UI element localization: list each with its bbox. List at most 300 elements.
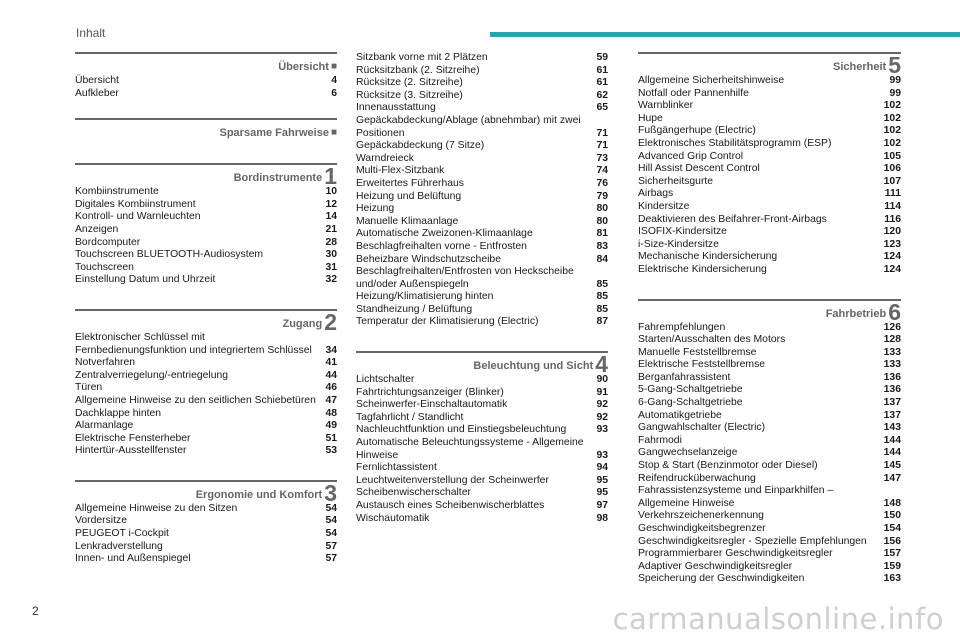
- toc-entry[interactable]: [638, 372, 901, 385]
- toc-entry-page: 94: [596, 462, 608, 474]
- toc-entry-page: 136: [883, 384, 901, 396]
- toc-entry[interactable]: [75, 395, 337, 408]
- toc-entry-page: 98: [596, 512, 608, 524]
- toc-entry-page: 85: [596, 303, 608, 315]
- toc-entry-page: 61: [596, 77, 608, 89]
- toc-entry[interactable]: [75, 274, 337, 287]
- toc-section: [75, 118, 337, 141]
- toc-entry[interactable]: [638, 214, 901, 227]
- toc-entry-text: Warndreieck: [356, 152, 414, 164]
- toc-entry[interactable]: [638, 384, 901, 397]
- toc-entry-page: 12: [325, 198, 337, 210]
- toc-entry-page: 107: [883, 175, 901, 187]
- toc-entry-page: 73: [596, 152, 608, 164]
- toc-entry[interactable]: [638, 188, 901, 201]
- toc-entry-text: Elektronischer Schlüssel mit Fernbedienungsfunktion und integriertem Schlüssel: [75, 331, 312, 356]
- toc-entry-text: Sicherheitsgurte: [638, 175, 714, 187]
- toc-entry[interactable]: [356, 140, 608, 153]
- toc-entry-text: Multi-Flex-Sitzbank: [356, 165, 445, 177]
- toc-entry[interactable]: [75, 262, 337, 275]
- toc-entry-page: 133: [883, 359, 901, 371]
- toc-entry[interactable]: [75, 332, 337, 357]
- toc-entry-page: 51: [325, 432, 337, 444]
- toc-entry[interactable]: [638, 410, 901, 423]
- toc-entry[interactable]: [356, 304, 608, 317]
- toc-entry-text: Übersicht: [75, 75, 119, 86]
- toc-entry-text: Fahrtrichtungsanzeiger (Blinker): [356, 386, 504, 398]
- watermark: carmanualsonline.info: [612, 602, 944, 636]
- toc-section: [638, 52, 901, 277]
- toc-entry[interactable]: [638, 176, 901, 189]
- toc-entry-page: 156: [883, 535, 901, 547]
- toc-entry-text: PEUGEOT i-Cockpit: [75, 528, 169, 540]
- toc-entry-page: 71: [596, 127, 608, 139]
- toc-entry-page: 54: [325, 502, 337, 514]
- toc-entry-page: 57: [325, 540, 337, 552]
- toc-entry[interactable]: [638, 347, 901, 360]
- toc-entry[interactable]: [638, 201, 901, 214]
- toc-entry-page: 157: [883, 548, 901, 560]
- toc-entry-page: 48: [325, 407, 337, 419]
- toc-entry[interactable]: [75, 553, 337, 566]
- toc-entry-page: 57: [325, 553, 337, 565]
- toc-entry[interactable]: [356, 191, 608, 204]
- toc-entry-text: Mechanische Kindersicherung: [638, 251, 778, 263]
- toc-entry-page: 120: [883, 226, 901, 238]
- toc-entry[interactable]: [638, 75, 901, 88]
- toc-entry-text: Automatikgetriebe: [638, 409, 722, 421]
- toc-entry-text: ISOFIX-Kindersitze: [638, 226, 727, 238]
- toc-entry[interactable]: [638, 573, 901, 586]
- toc-column-3: [638, 52, 901, 586]
- toc-entry-page: 54: [325, 515, 337, 527]
- toc-entry-text: Elektrische Feststellbremse: [638, 359, 766, 371]
- toc-column-2: [356, 52, 608, 525]
- toc-entry-page: 6: [331, 87, 337, 99]
- toc-entry-text: Kontroll- und Warnleuchten: [75, 211, 201, 223]
- toc-entry-text: Fußgängerhupe (Electric): [638, 125, 756, 137]
- toc-entry[interactable]: [75, 528, 337, 541]
- toc-entry-text: Standheizung / Belüftung: [356, 303, 473, 315]
- toc-entry-page: 65: [596, 102, 608, 114]
- toc-entry-text: Bordcomputer: [75, 236, 141, 248]
- toc-entry-text: Deaktivieren des Beifahrer-Front-Airbags: [638, 213, 827, 225]
- section-heading: [75, 163, 337, 190]
- toc-entry-page: 114: [884, 200, 901, 212]
- toc-entry-page: 159: [883, 560, 901, 572]
- toc-entry-text: Wischautomatik: [356, 512, 430, 524]
- section-number: 2: [324, 308, 337, 335]
- toc-entry-text: Kombiinstrumente: [75, 186, 159, 198]
- toc-entry[interactable]: [356, 115, 608, 140]
- toc-entry-page: 85: [596, 291, 608, 303]
- toc-entry-page: 93: [596, 449, 608, 461]
- toc-entry[interactable]: [638, 251, 901, 264]
- toc-entry[interactable]: [638, 322, 901, 335]
- toc-entry-page: 28: [325, 236, 337, 248]
- toc-entry-page: 14: [325, 211, 337, 223]
- toc-entry-page: 144: [883, 434, 901, 446]
- toc-entry-page: 87: [596, 316, 608, 328]
- toc-entry-text: Adaptiver Geschwindigkeitsregler: [638, 560, 793, 572]
- toc-entry-text: Hill Assist Descent Control: [638, 163, 760, 175]
- toc-entry-text: Alarmanlage: [75, 420, 134, 432]
- toc-section: [75, 480, 337, 566]
- toc-entry-page: 124: [883, 251, 901, 263]
- toc-entry-text: Aufkleber: [75, 87, 119, 99]
- toc-entry-page: 147: [883, 472, 901, 484]
- toc-entry[interactable]: [75, 237, 337, 250]
- toc-entry-text: Beschlagfreihalten vorne - Entfrosten: [356, 240, 527, 252]
- header-accent-bar: [490, 32, 960, 37]
- toc-entry-text: Reifendrucküberwachung: [638, 472, 756, 484]
- toc-entry[interactable]: [356, 513, 608, 526]
- toc-entry-page: 54: [325, 528, 337, 540]
- toc-entry-text: Notverfahren: [75, 357, 136, 369]
- toc-entry-text: Hupe: [638, 112, 663, 124]
- toc-entry-text: Heizung: [356, 203, 395, 215]
- toc-entry-text: Innenausstattung: [356, 102, 436, 114]
- toc-entry-text: Verkehrszeichenerkennung: [638, 510, 764, 522]
- toc-entry-page: 150: [883, 510, 901, 522]
- toc-entry[interactable]: [356, 291, 608, 304]
- toc-entry-text: Scheinwerfer-Einschaltautomatik: [356, 399, 508, 411]
- toc-entry[interactable]: [356, 90, 608, 103]
- section-title: Sparsame Fahrweise: [219, 127, 329, 140]
- toc-entry-page: 102: [883, 125, 901, 137]
- toc-entry[interactable]: [638, 163, 901, 176]
- toc-entry[interactable]: [638, 536, 901, 549]
- toc-entry[interactable]: [75, 186, 337, 199]
- toc-entry-text: Geschwindigkeitsregler - Spezielle Empfehlungen: [638, 535, 867, 547]
- toc-entry[interactable]: [638, 422, 901, 435]
- section-marker-icon: ■: [330, 61, 337, 72]
- toc-entry-text: Erweitertes Führerhaus: [356, 177, 464, 189]
- page-number: 2: [32, 604, 39, 618]
- toc-entry-page: 102: [883, 112, 901, 124]
- toc-entry-page: 10: [325, 186, 337, 198]
- toc-section: [75, 52, 337, 100]
- toc-entry[interactable]: [638, 359, 901, 372]
- toc-entry[interactable]: [356, 487, 608, 500]
- toc-entry-text: Leuchtweitenverstellung der Scheinwerfer: [356, 474, 549, 486]
- section-number: 6: [888, 298, 901, 325]
- toc-entry-page: 53: [325, 445, 337, 457]
- toc-entry[interactable]: [356, 254, 608, 267]
- section-number: 5: [888, 52, 901, 78]
- toc-section: [356, 52, 608, 329]
- toc-entry[interactable]: [638, 239, 901, 252]
- toc-entry-text: Tagfahrlicht / Standlicht: [356, 411, 464, 423]
- toc-entry-text: Speicherung der Geschwindigkeiten: [638, 573, 805, 585]
- toc-entry-text: 5-Gang-Schaltgetriebe: [638, 384, 743, 396]
- toc-entry-page: 144: [883, 447, 901, 459]
- toc-section: [75, 309, 337, 458]
- toc-entry-page: 99: [889, 75, 901, 86]
- toc-entry-text: Austausch eines Scheibenwischerblattes: [356, 500, 545, 511]
- toc-entry-text: Temperatur der Klimatisierung (Electric): [356, 316, 539, 328]
- toc-entry[interactable]: [75, 249, 337, 262]
- toc-entry[interactable]: [75, 541, 337, 554]
- toc-entry[interactable]: [356, 203, 608, 216]
- toc-entry-page: 91: [596, 386, 608, 398]
- section-heading: [75, 118, 337, 141]
- toc-entry-text: 6-Gang-Schaltgetriebe: [638, 397, 743, 409]
- toc-entry-page: 137: [883, 397, 901, 409]
- toc-entry-text: Allgemeine Hinweise zu den Sitzen: [75, 502, 238, 514]
- toc-entry-text: Scheibenwischerschalter: [356, 487, 471, 499]
- toc-entry[interactable]: [356, 241, 608, 254]
- section-heading: [75, 308, 337, 335]
- toc-entry[interactable]: [356, 437, 608, 462]
- toc-entry-text: Geschwindigkeitsbegrenzer: [638, 523, 766, 534]
- toc-entry-text: Heizung und Belüftung: [356, 190, 462, 202]
- toc-entry[interactable]: [356, 165, 608, 178]
- toc-entry-page: 124: [883, 263, 901, 275]
- toc-entry[interactable]: [356, 178, 608, 191]
- section-heading: [638, 298, 901, 325]
- toc-entry[interactable]: [356, 399, 608, 412]
- toc-entry-page: 49: [325, 420, 337, 432]
- toc-entry-text: Gangwechselanzeige: [638, 447, 738, 459]
- toc-entry[interactable]: [75, 503, 337, 516]
- toc-entry[interactable]: [638, 435, 901, 448]
- toc-entry[interactable]: [356, 77, 608, 90]
- toc-entry-page: 102: [883, 137, 901, 149]
- toc-section: [356, 351, 608, 525]
- toc-entry-text: Sitzbank vorne mit 2 Plätzen: [356, 52, 488, 63]
- toc-entry[interactable]: [356, 216, 608, 229]
- header-title: Inhalt: [76, 26, 106, 40]
- toc-entry-page: 76: [596, 177, 608, 189]
- toc-entry-page: 21: [325, 223, 337, 235]
- toc-entry[interactable]: [356, 475, 608, 488]
- toc-entry-text: Allgemeine Hinweise zu den seitlichen Schiebetüren: [75, 394, 316, 406]
- toc-entry-page: 80: [596, 215, 608, 227]
- toc-entry-page: 148: [883, 497, 901, 509]
- toc-entry-text: Beheizbare Windschutzscheibe: [356, 253, 501, 265]
- toc-entry-text: Berganfahrassistent: [638, 371, 731, 383]
- toc-entry-page: 143: [883, 422, 901, 434]
- toc-entry[interactable]: [75, 382, 337, 395]
- toc-entry-page: 154: [883, 523, 901, 534]
- toc-entry-text: Manuelle Feststellbremse: [638, 346, 757, 358]
- section-title: Bordinstrumente: [233, 172, 323, 185]
- toc-entry[interactable]: [356, 228, 608, 241]
- toc-entry[interactable]: [75, 515, 337, 528]
- toc-entry-page: 83: [596, 240, 608, 252]
- toc-entry-text: Elektrische Fensterheber: [75, 432, 191, 444]
- toc-entry-page: 133: [883, 346, 901, 358]
- toc-entry-page: 99: [889, 87, 901, 99]
- toc-entry-page: 90: [596, 374, 608, 386]
- toc-entry[interactable]: [638, 561, 901, 574]
- toc-entry-page: 74: [596, 165, 608, 177]
- toc-entry-text: Programmierbarer Geschwindigkeitsregler: [638, 548, 833, 560]
- toc-entry-page: 84: [596, 253, 608, 265]
- toc-entry-text: Fahrmodi: [638, 434, 682, 446]
- toc-entry-text: Dachklappe hinten: [75, 407, 162, 419]
- toc-entry[interactable]: [75, 75, 337, 88]
- toc-entry[interactable]: [638, 125, 901, 138]
- toc-entry-page: 31: [325, 261, 337, 273]
- toc-entry-text: Allgemeine Sicherheitshinweise: [638, 75, 785, 86]
- toc-entry-text: Rücksitze (2. Sitzreihe): [356, 77, 463, 89]
- toc-entry[interactable]: [75, 445, 337, 458]
- toc-entry-page: 102: [883, 100, 901, 112]
- toc-entry[interactable]: [356, 374, 608, 387]
- toc-entry[interactable]: [75, 433, 337, 446]
- toc-entry-page: 85: [596, 278, 608, 290]
- toc-entry-page: 93: [596, 424, 608, 436]
- toc-entry[interactable]: [638, 473, 901, 486]
- toc-entry-text: Manuelle Klimaanlage: [356, 215, 459, 227]
- toc-entry-page: 105: [883, 150, 901, 162]
- toc-entry-page: 106: [883, 163, 901, 175]
- toc-entry-text: Gepäckabdeckung/Ablage (abnehmbar) mit zwei Positionen: [356, 114, 581, 139]
- toc-entry-text: Kindersitze: [638, 200, 690, 212]
- toc-entry-page: 79: [596, 190, 608, 202]
- section-heading: [638, 52, 901, 78]
- toc-entry-text: Fahrassistenzsysteme und Einparkhilfen – Allgemeine Hinweise: [638, 485, 834, 509]
- toc-entry-page: 61: [596, 64, 608, 76]
- toc-entry[interactable]: [356, 65, 608, 78]
- toc-entry[interactable]: [356, 52, 608, 65]
- toc-entry-page: 145: [883, 460, 901, 472]
- toc-entry[interactable]: [638, 334, 901, 347]
- toc-entry-text: Automatische Zweizonen-Klimaanlage: [356, 228, 533, 240]
- toc-entry-text: Zentralverriegelung/-entriegelung: [75, 369, 229, 381]
- toc-entry-text: Advanced Grip Control: [638, 150, 744, 162]
- toc-entry[interactable]: [356, 102, 608, 115]
- toc-entry-text: Automatische Beleuchtungssysteme - Allgemeine Hinweise: [356, 437, 584, 461]
- toc-entry-text: Heizung/Klimatisierung hinten: [356, 291, 494, 303]
- toc-entry-text: Fahrempfehlungen: [638, 321, 726, 333]
- toc-entry-page: 116: [884, 213, 901, 225]
- section-title: Übersicht: [278, 61, 329, 73]
- toc-entry-text: Touchscreen BLUETOOTH-Audiosystem: [75, 249, 264, 261]
- toc-entry-text: Touchscreen: [75, 261, 134, 273]
- toc-entry-text: Elektrische Kindersicherung: [638, 263, 767, 275]
- toc-entry-page: 32: [325, 274, 337, 286]
- toc-entry-page: 47: [325, 394, 337, 406]
- toc-entry[interactable]: [356, 153, 608, 166]
- toc-entry-page: 41: [325, 357, 337, 369]
- toc-entry[interactable]: [356, 316, 608, 329]
- toc-entry[interactable]: [356, 387, 608, 400]
- toc-entry-text: i-Size-Kindersitze: [638, 238, 719, 250]
- toc-entry[interactable]: [75, 370, 337, 383]
- toc-entry[interactable]: [638, 151, 901, 164]
- toc-entry-page: 81: [596, 228, 608, 240]
- toc-entry[interactable]: [638, 226, 901, 239]
- toc-entry[interactable]: [75, 88, 337, 101]
- toc-entry-page: 62: [596, 89, 608, 101]
- toc-entry-page: 136: [883, 371, 901, 383]
- toc-entry-page: 46: [325, 382, 337, 394]
- toc-entry[interactable]: [75, 211, 337, 224]
- toc-entry-page: 95: [596, 487, 608, 499]
- toc-entry-page: 92: [596, 411, 608, 423]
- section-number: 4: [595, 351, 608, 378]
- toc-entry[interactable]: [356, 462, 608, 475]
- toc-entry-text: Airbags: [638, 188, 674, 200]
- toc-section: [638, 299, 901, 586]
- toc-section: [75, 163, 337, 287]
- toc-entry-text: Rücksitzbank (2. Sitzreihe): [356, 64, 480, 76]
- toc-entry[interactable]: [75, 224, 337, 237]
- section-heading: [356, 351, 608, 378]
- toc-entry[interactable]: [356, 412, 608, 425]
- section-number: 3: [324, 479, 337, 506]
- toc-entry-page: 123: [883, 238, 901, 250]
- section-heading: [75, 52, 337, 75]
- toc-entry-page: 4: [331, 75, 337, 86]
- toc-entry[interactable]: [75, 420, 337, 433]
- toc-entry-page: 126: [883, 321, 901, 333]
- toc-entry-page: 92: [596, 399, 608, 411]
- toc-entry[interactable]: [638, 138, 901, 151]
- section-title: Ergonomie und Komfort: [195, 488, 323, 501]
- toc-entry[interactable]: [638, 460, 901, 473]
- toc-entry-text: Stop & Start (Benzinmotor oder Diesel): [638, 460, 818, 472]
- toc-entry-page: 111: [884, 188, 901, 200]
- toc-entry[interactable]: [75, 408, 337, 421]
- section-title: Zugang: [282, 317, 323, 330]
- toc-entry-page: 30: [325, 249, 337, 261]
- toc-entry[interactable]: [75, 357, 337, 370]
- toc-entry-text: Fernlichtassistent: [356, 462, 437, 474]
- section-title: Fahrbetrieb: [825, 307, 887, 320]
- toc-entry-text: Rücksitze (3. Sitzreihe): [356, 89, 463, 101]
- toc-entry[interactable]: [638, 397, 901, 410]
- toc-entry-text: Nachleuchtfunktion und Einstiegsbeleuchtung: [356, 424, 567, 436]
- section-title: Beleuchtung und Sicht: [473, 360, 594, 373]
- toc-entry-text: Notfall oder Pannenhilfe: [638, 87, 749, 99]
- toc-entry[interactable]: [356, 424, 608, 437]
- section-marker-icon: ■: [330, 127, 337, 139]
- toc-entry-text: Lenkradverstellung: [75, 540, 163, 552]
- toc-entry-text: Starten/Ausschalten des Motors: [638, 334, 786, 346]
- toc-entry-page: 80: [596, 203, 608, 215]
- toc-entry[interactable]: [638, 548, 901, 561]
- toc-entry[interactable]: [638, 113, 901, 126]
- toc-entry[interactable]: [356, 500, 608, 513]
- toc-entry[interactable]: [638, 485, 901, 510]
- toc-entry[interactable]: [356, 266, 608, 291]
- toc-entry[interactable]: [638, 510, 901, 523]
- toc-entry-text: Anzeigen: [75, 223, 119, 235]
- toc-column-1: [75, 52, 337, 566]
- toc-entry[interactable]: [75, 199, 337, 212]
- toc-entry-text: Digitales Kombiinstrument: [75, 198, 196, 210]
- section-number: 1: [324, 163, 337, 190]
- toc-entry-page: 163: [883, 573, 901, 585]
- toc-entry[interactable]: [638, 100, 901, 113]
- toc-entry-page: 97: [596, 500, 608, 511]
- toc-entry-text: Beschlagfreihalten/Entfrosten von Heckscheibe und/oder Außenspiegeln: [356, 266, 574, 290]
- toc-entry[interactable]: [638, 88, 901, 101]
- toc-entry[interactable]: [638, 447, 901, 460]
- toc-entry-page: 128: [883, 334, 901, 346]
- toc-entry-text: Gepäckabdeckung (7 Sitze): [356, 140, 485, 152]
- toc-entry[interactable]: [638, 264, 901, 277]
- toc-entry-text: Innen- und Außenspiegel: [75, 553, 191, 565]
- toc-entry[interactable]: [638, 523, 901, 536]
- toc-entry-text: Lichtschalter: [356, 374, 415, 386]
- toc-entry-text: Elektronisches Stabilitätsprogramm (ESP): [638, 137, 832, 149]
- toc-entry-page: 59: [596, 52, 608, 63]
